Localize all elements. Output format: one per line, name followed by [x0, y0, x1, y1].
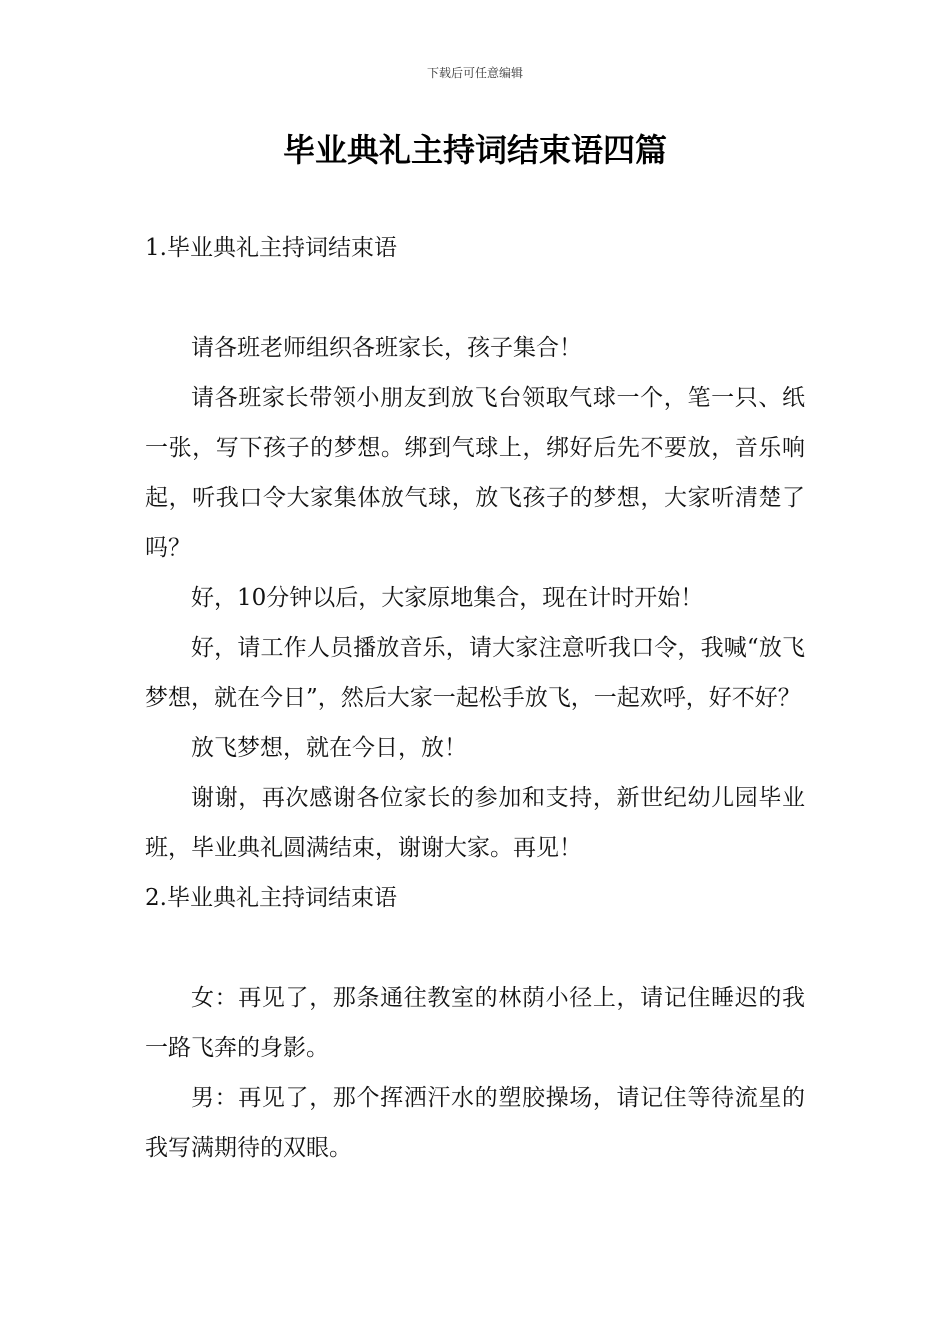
section-1-paragraph: 谢谢，再次感谢各位家长的参加和支持，新世纪幼儿园毕业班，毕业典礼圆满结束，谢谢大家。再见！ [145, 785, 805, 861]
section-1-paragraph: 放飞梦想，就在今日，放！ [191, 735, 467, 761]
section-1-paragraph: 请各班家长带领小朋友到放飞台领取气球一个，笔一只、纸一张，写下孩子的梦想。绑到气球上，绑好后先不要放，音乐响起，听我口令大家集体放气球，放飞孩子的梦想，大家听清楚了吗？ [145, 385, 805, 561]
section-1-paragraph: 好，10分钟以后，大家原地集合，现在计时开始！ [191, 585, 704, 611]
section-1-paragraph: 好，请工作人员播放音乐，请大家注意听我口令，我喊“放飞梦想，就在今日”，然后大家一起松手放飞，一起欢呼，好不好？ [145, 635, 805, 711]
document-title: 毕业典礼主持词结束语四篇 [282, 131, 667, 169]
section-1-spacer [145, 273, 805, 323]
section-2-paragraph: 男：再见了，那个挥洒汗水的塑胶操场，请记住等待流星的我写满期待的双眼。 [145, 1085, 805, 1161]
section-2-heading: 2.毕业典礼主持词结束语 [145, 885, 397, 911]
section-1-heading: 1.毕业典礼主持词结束语 [145, 235, 397, 261]
section-1-paragraph: 请各班老师组织各班家长，孩子集合！ [191, 335, 582, 361]
section-2-paragraph: 女：再见了，那条通往教室的林荫小径上，请记住睡迟的我一路飞奔的身影。 [145, 985, 805, 1061]
document-body [145, 223, 805, 1173]
header-note: 下载后可任意编辑 [426, 66, 523, 80]
section-2-spacer [145, 923, 805, 973]
